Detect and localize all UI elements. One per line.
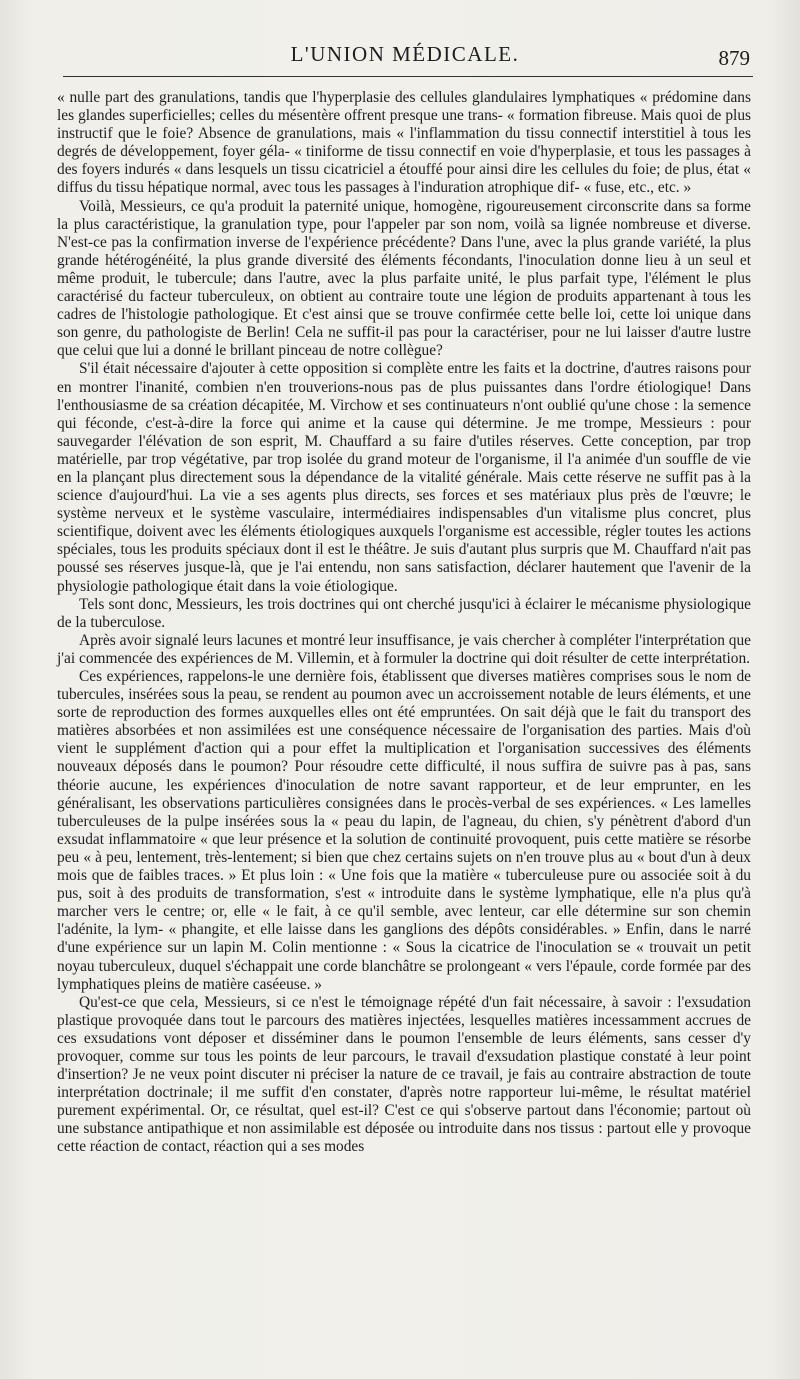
paragraph: Qu'est-ce que cela, Messieurs, si ce n'est le témoignage répété d'un fait nécessaire, à savoir : l'exsudation plastique provoquée dans tout le parcours des matières injectées, lesquelles matières incessamment accrues de ces exsudations vont déposer et disséminer dans le poumon l'ensemble de leurs éléments, sans cesser d'y provoquer, comme sur tous les points de leur parcours, le travail d'exsudation plastique constaté à leur point d'insertion? Je ne veux point discuter ni préciser la nature de ce travail, je fais au contraire abstraction de toute interprétation doctrinale; il me suffit d'en constater, d'après notre rapporteur lui-même, le résultat matériel purement expérimental. Or, ce résultat, quel est-il? C'est ce qui s'observe partout dans l'économie; partout où une substance antipathique et non assimilable est déposée ou introduite dans nos tissus : partout elle y provoque cette réaction de contact, réaction qui a ses modes bbox=[57, 993, 751, 1156]
paragraph: Tels sont donc, Messieurs, les trois doctrines qui ont cherché jusqu'ici à éclairer le mécanisme physiologique de la tuberculose. bbox=[57, 595, 751, 631]
page-header bbox=[60, 42, 750, 72]
paragraph: Ces expériences, rappelons-le une dernière fois, établissent que diverses matières comprises sous le nom de tubercules, insérées sous la peau, se rendent au poumon avec un accroissement notable de leurs éléments, et une sorte de reproduction des formes auxquelles elles ont été empruntées. On sait déjà que le fait du transport des matières absorbées et non assimilées est une conséquence nécessaire de l'organisation des parties. Mais d'où vient le supplément d'action qui a pour effet la multiplication et l'organisation successives des éléments nouveaux déposés dans le poumon? Pour résoudre cette difficulté, il nous suffira de suivre pas à pas, sans théorie aucune, les expériences d'inoculation de notre savant rapporteur, et de leur emprunter, en les généralisant, les observations particulières consignées dans le procès-verbal de ses expériences. « Les lamelles tuberculeuses de la pulpe insérées sous la « peau du lapin, de l'agneau, du chien, s'y pénètrent d'abord d'un exsudat inflammatoire « que leur présence et la solution de continuité provoquent, puis cette matière se résorbe peu « à peu, lentement, très-lentement; si bien que chez certains sujets on n'en trouve plus au « bout d'un à deux mois que de faibles traces. » Et plus loin : « Une fois que la matière « tuberculeuse pure ou associée soit à du pus, soit à des produits de transformation, s'est « introduite dans le système lymphatique, elle n'a plus qu'à marcher vers le centre; or, elle « le fait, à ce qu'il semble, avec lenteur, car elle détermine sur son chemin l'adénite, la lym- « phangite, et elle laisse dans les ganglions des dépôts considérables. » Enfin, dans le narré d'une expérience sur un lapin M. Colin mentionne : « Sous la cicatrice de l'inoculation se « trouvait un petit noyau tuberculeux, duquel s'échappait une corde blanchâtre se prolongeant « vers l'épaule, corde formée par des lymphatiques pleins de matière caséeuse. » bbox=[57, 668, 751, 993]
paragraph: Après avoir signalé leurs lacunes et montré leur insuffisance, je vais chercher à compléter l'interprétation que j'ai commencée des expériences de M. Villemin, et à formuler la doctrine qui doit résulter de cette interprétation. bbox=[57, 631, 751, 667]
quoted-paragraph: « nulle part des granulations, tandis que l'hyperplasie des cellules glandulaires lymphatiques « prédomine dans les glandes superficielles; celles du mésentère offrent presque une trans- « formation fibreuse. Mais quoi de plus instructif que le foie? Absence de granulations, mais « l'inflammation du tissu connectif interstitiel à tous les degrés de développement, foyer géla- « tiniforme de tissu connectif en voie d'hyperplasie, et tous les passages à des foyers indurés « dans lesquels un tissu cicatriciel a étouffé pour ainsi dire les cellules du foie; de plus, état « diffus du tissu hépatique normal, avec tous les passages à l'induration atrophique dif- « fuse, etc., etc. » bbox=[57, 89, 751, 197]
header-rule bbox=[63, 76, 753, 77]
page-number: 879 bbox=[718, 46, 750, 70]
paragraph: S'il était nécessaire d'ajouter à cette opposition si complète entre les faits et la doctrine, d'autres raisons pour en montrer l'inanité, combien n'en trouverions-nous pas de plus puissantes dans l'ordre étiologique! Dans l'enthousiasme de sa création décapitée, M. Virchow et ses continuateurs n'ont oublié qu'une chose : la semence qui féconde, c'est-à-dire la force qui anime et la cause qui détermine. Je me trompe, Messieurs : pour sauvegarder l'élévation de son esprit, M. Chauffard a su faire d'utiles réserves. Cette conception, par trop matérielle, par trop végétative, par trop isolée du grand moteur de l'organisme, il l'a animée d'un souffle de vie en la plançant plus directement sous la dépendance de la vitalité générale. Mais cette réserve ne suffit pas à la science d'aujourd'hui. La vie a ses agents plus directs, ses forces et ses matériaux plus près de l'œuvre; le système nerveux et le système vasculaire, intermédiaires indispensables d'un vitalisme plus concret, plus scientifique, doivent avec les éléments étiologiques auxquels l'organisme est accessible, régler toutes les actions spéciales, tous les produits spéciaux dont il est le théâtre. Je suis d'autant plus surpris que M. Chauffard n'ait pas poussé ses réserves jusque-là, que je l'ai entendu, non sans satisfaction, déclarer hautement que l'avenir de la physiologie pathologique était dans la voie étiologique. bbox=[57, 360, 751, 595]
body-text bbox=[57, 89, 751, 1157]
running-title: L'UNION MÉDICALE. bbox=[290, 42, 520, 66]
paragraph: Voilà, Messieurs, ce qu'a produit la paternité unique, homogène, rigoureusement circonscrite dans sa forme la plus caractéristique, la granulation type, pour l'appeler par son nom, voilà sa lignée nombreuse et diverse. N'est-ce pas la confirmation inverse de l'expérience précédente? Dans l'une, avec la plus grande variété, la plus grande hétérogénéité, la plus grande diversité des éléments fécondants, l'inoculation donne lieu à un seul et même produit, le tubercule; dans l'autre, avec la plus parfaite unité, le plus parfait type, l'élément le plus caractérisé du facteur tuberculeux, on obtient au contraire toute une légion de produits appartenant à tous les cadres de l'histologie pathologique. Et c'est ainsi que se trouve confirmée cette belle loi, cette loi unique dans son genre, du pathologiste de Berlin! Cela ne suffit-il pas pour la caractériser, pour ne lui laisser d'autre lustre que celui que lui a donné le brillant pinceau de notre collègue? bbox=[57, 197, 751, 360]
